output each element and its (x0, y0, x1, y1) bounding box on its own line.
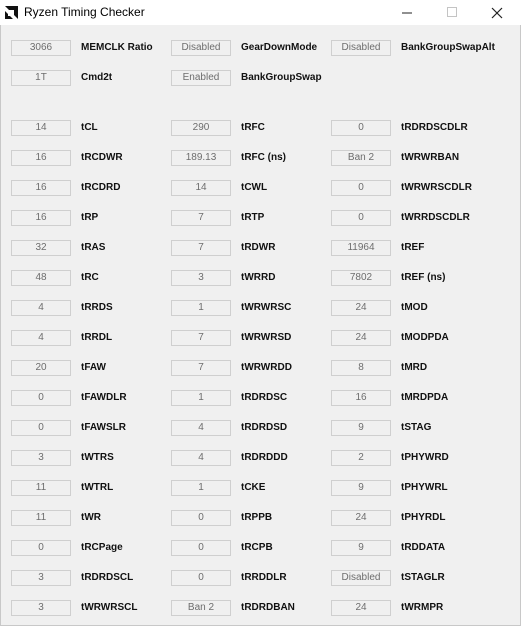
trcdrd-label: tRCDRD (81, 182, 121, 193)
trcdwr-field: 16 (11, 150, 71, 166)
trdrdscl-label: tRDRDSCL (81, 572, 134, 583)
tcl-field: 14 (11, 120, 71, 136)
trdwr-label: tRDWR (241, 242, 276, 253)
tmodpda-label: tMODPDA (401, 332, 449, 343)
minimize-icon (402, 7, 413, 18)
trdwr-field: 7 (171, 240, 231, 256)
trrdl-field: 4 (11, 330, 71, 346)
geardownmode-field: Disabled (171, 40, 231, 56)
bankgroupswap-field: Enabled (171, 70, 231, 86)
twrmpr-label: tWRMPR (401, 602, 444, 613)
trc-label: tRC (81, 272, 99, 283)
trfc-field: 290 (171, 120, 231, 136)
trdrdban-label: tRDRDBAN (241, 602, 295, 613)
trrds-field: 4 (11, 300, 71, 316)
tfawslr-label: tFAWSLR (81, 422, 126, 433)
twrwrscdlr-field: 0 (331, 180, 391, 196)
twrwrdd-label: tWRWRDD (241, 362, 292, 373)
tref-ns-field: 7802 (331, 270, 391, 286)
tmrdpda-label: tMRDPDA (401, 392, 449, 403)
trdrdscdlr-label: tRDRDSCDLR (401, 122, 468, 133)
close-icon (491, 7, 503, 19)
window-title: Ryzen Timing Checker (24, 5, 145, 19)
tcke-label: tCKE (241, 482, 266, 493)
bankgroupswapalt-field: Disabled (331, 40, 391, 56)
twtrs-label: tWTRS (81, 452, 114, 463)
trcdrd-field: 16 (11, 180, 71, 196)
ryzen-logo-icon (4, 5, 19, 20)
memclk-ratio-field: 3066 (11, 40, 71, 56)
trddata-field: 9 (331, 540, 391, 556)
twrmpr-field: 24 (331, 600, 391, 616)
trdrdsc-label: tRDRDSC (241, 392, 288, 403)
tcke-field: 1 (171, 480, 231, 496)
twr-label: tWR (81, 512, 101, 523)
bankgroupswapalt-label: BankGroupSwapAlt (401, 42, 495, 53)
twrwrscl-field: 3 (11, 600, 71, 616)
cmd2t-field: 1T (11, 70, 71, 86)
tras-label: tRAS (81, 242, 106, 253)
trdrdsd-label: tRDRDSD (241, 422, 288, 433)
tfaw-field: 20 (11, 360, 71, 376)
tfaw-label: tFAW (81, 362, 106, 373)
twtrl-field: 11 (11, 480, 71, 496)
twrwrdd-field: 7 (171, 360, 231, 376)
tref-field: 11964 (331, 240, 391, 256)
trdrdban-field: Ban 2 (171, 600, 231, 616)
twrwrsd-label: tWRWRSD (241, 332, 292, 343)
trddata-label: tRDDATA (401, 542, 446, 553)
twrwrscdlr-label: tWRWRSCDLR (401, 182, 472, 193)
trtp-label: tRTP (241, 212, 265, 223)
tmrd-label: tMRD (401, 362, 428, 373)
main-panel (0, 25, 521, 626)
tcwl-label: tCWL (241, 182, 268, 193)
trdrdscdlr-field: 0 (331, 120, 391, 136)
tfawdlr-field: 0 (11, 390, 71, 406)
bankgroupswap-label: BankGroupSwap (241, 72, 322, 83)
tref-ns-label: tREF (ns) (401, 272, 446, 283)
trdrdsc-field: 1 (171, 390, 231, 406)
twrwrsd-field: 7 (171, 330, 231, 346)
tfawdlr-label: tFAWDLR (81, 392, 127, 403)
trp-label: tRP (81, 212, 99, 223)
twr-field: 11 (11, 510, 71, 526)
trppb-label: tRPPB (241, 512, 273, 523)
twrrd-label: tWRRD (241, 272, 276, 283)
geardownmode-label: GearDownMode (241, 42, 318, 53)
trc-field: 48 (11, 270, 71, 286)
tras-field: 32 (11, 240, 71, 256)
tphywrd-label: tPHYWRD (401, 452, 449, 463)
trcpage-field: 0 (11, 540, 71, 556)
trcdwr-label: tRCDWR (81, 152, 123, 163)
twrwrban-label: tWRWRBAN (401, 152, 460, 163)
trfc-ns-label: tRFC (ns) (241, 152, 286, 163)
tfawslr-field: 0 (11, 420, 71, 436)
tstag-label: tSTAG (401, 422, 432, 433)
trdrdscl-field: 3 (11, 570, 71, 586)
twtrs-field: 3 (11, 450, 71, 466)
tstaglr-field: Disabled (331, 570, 391, 586)
twrwrban-field: Ban 2 (331, 150, 391, 166)
twrrd-field: 3 (171, 270, 231, 286)
twrrdscdlr-field: 0 (331, 210, 391, 226)
tmod-field: 24 (331, 300, 391, 316)
tphyrdl-field: 24 (331, 510, 391, 526)
maximize-button[interactable] (429, 0, 475, 25)
memclk-ratio-label: MEMCLK Ratio (81, 42, 153, 53)
tcl-label: tCL (81, 122, 98, 133)
trrddlr-label: tRRDDLR (241, 572, 287, 583)
tmrdpda-field: 16 (331, 390, 391, 406)
trtp-field: 7 (171, 210, 231, 226)
tmrd-field: 8 (331, 360, 391, 376)
tphywrl-field: 9 (331, 480, 391, 496)
trrdl-label: tRRDL (81, 332, 113, 343)
trdrdsd-field: 4 (171, 420, 231, 436)
minimize-button[interactable] (384, 0, 430, 25)
trfc-ns-field: 189.13 (171, 150, 231, 166)
tphywrd-field: 2 (331, 450, 391, 466)
tref-label: tREF (401, 242, 425, 253)
twrwrsc-label: tWRWRSC (241, 302, 292, 313)
twtrl-label: tWTRL (81, 482, 114, 493)
tcwl-field: 14 (171, 180, 231, 196)
trfc-label: tRFC (241, 122, 265, 133)
trcpage-label: tRCPage (81, 542, 123, 553)
title-bar (0, 0, 521, 25)
trcpb-field: 0 (171, 540, 231, 556)
tstaglr-label: tSTAGLR (401, 572, 445, 583)
trp-field: 16 (11, 210, 71, 226)
trdrddd-label: tRDRDDD (241, 452, 288, 463)
tphyrdl-label: tPHYRDL (401, 512, 446, 523)
close-button[interactable] (474, 0, 520, 25)
tmodpda-field: 24 (331, 330, 391, 346)
tstag-field: 9 (331, 420, 391, 436)
twrwrsc-field: 1 (171, 300, 231, 316)
trdrddd-field: 4 (171, 450, 231, 466)
trcpb-label: tRCPB (241, 542, 273, 553)
trrddlr-field: 0 (171, 570, 231, 586)
maximize-icon (447, 7, 458, 18)
tmod-label: tMOD (401, 302, 428, 313)
tphywrl-label: tPHYWRL (401, 482, 448, 493)
twrrdscdlr-label: tWRRDSCDLR (401, 212, 470, 223)
cmd2t-label: Cmd2t (81, 72, 113, 83)
twrwrscl-label: tWRWRSCL (81, 602, 138, 613)
trrds-label: tRRDS (81, 302, 113, 313)
trppb-field: 0 (171, 510, 231, 526)
